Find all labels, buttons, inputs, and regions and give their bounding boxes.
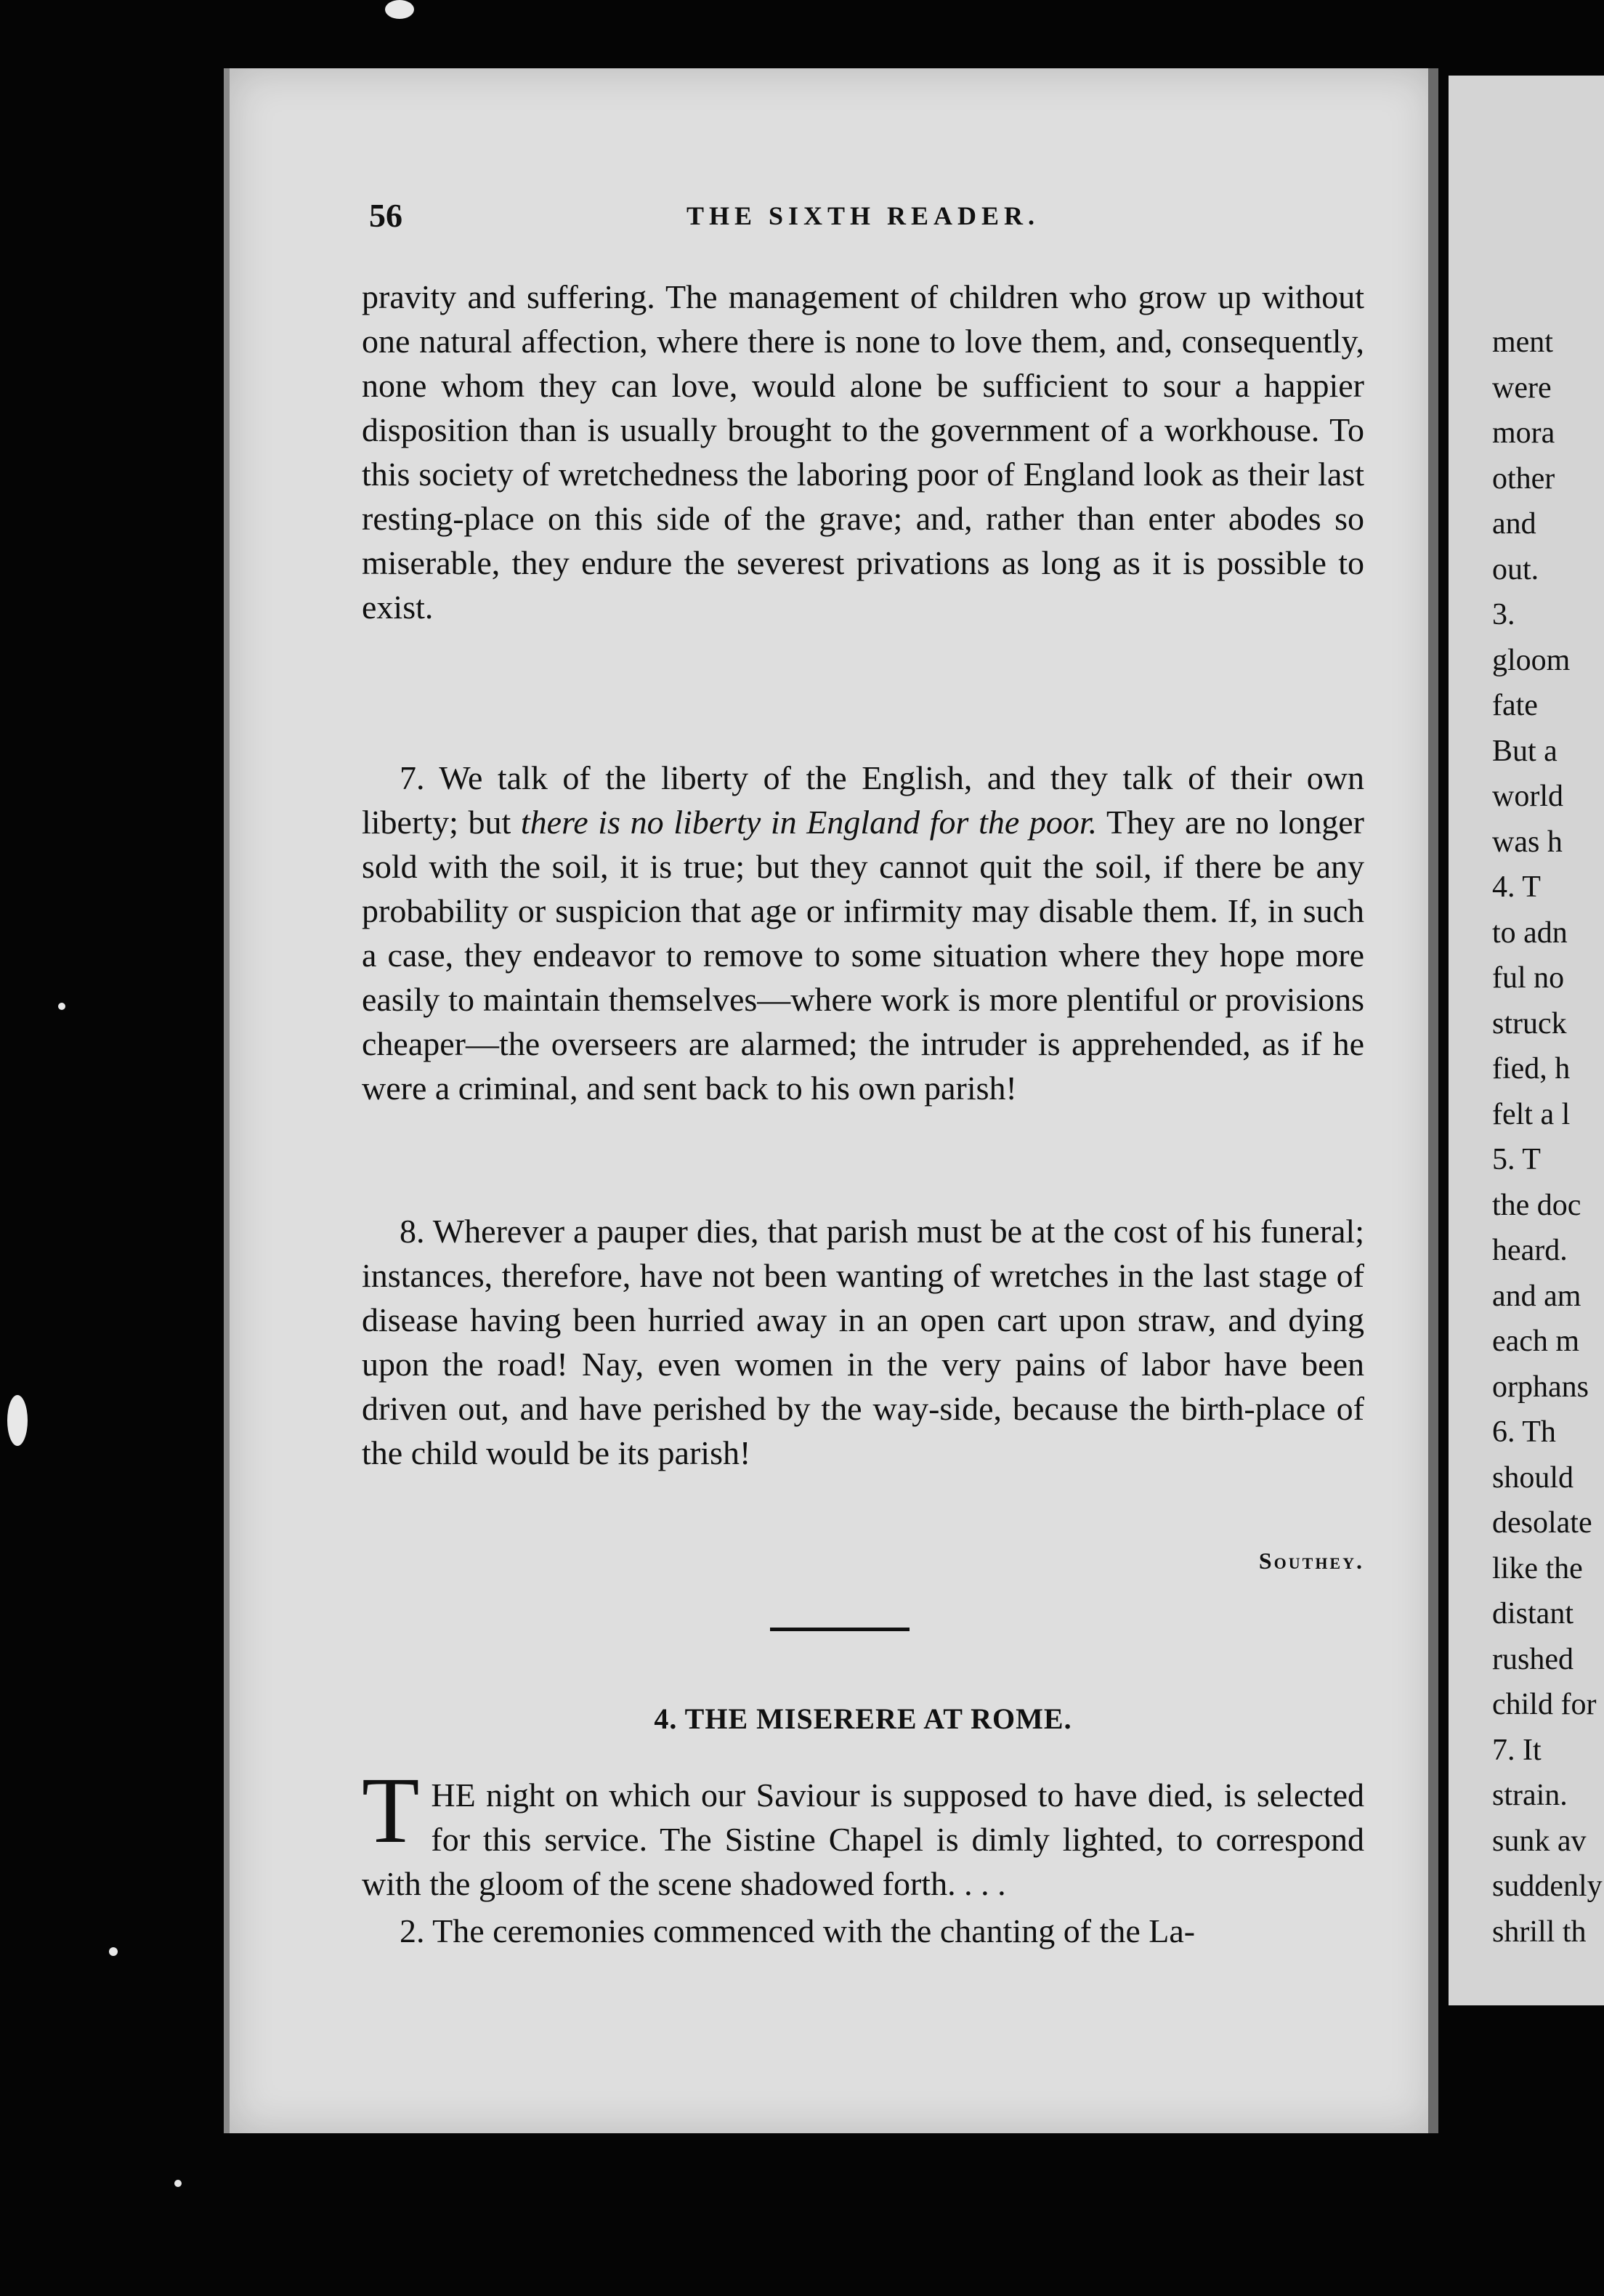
next-page-line: But a (1492, 734, 1558, 768)
next-page-line: to adn (1492, 915, 1568, 950)
next-page-line: each m (1492, 1325, 1580, 1358)
next-page-line: orphans (1492, 1370, 1589, 1404)
next-page-line: world (1492, 780, 1563, 813)
next-page-line: struck (1492, 1006, 1567, 1040)
next-page-line: mora (1492, 416, 1555, 450)
scan-speck (174, 2180, 182, 2187)
next-page-line: out. (1492, 552, 1539, 586)
continued-paragraph (362, 275, 1364, 629)
next-page-line: strain. (1492, 1779, 1568, 1812)
scan-speck (109, 1947, 118, 1956)
paragraph-7-italic: there is no liberty in England for the poor. (520, 804, 1098, 841)
next-page-line: child for (1492, 1688, 1597, 1721)
next-page-line: distant (1492, 1597, 1573, 1630)
next-page-line: shrill th (1492, 1915, 1587, 1949)
next-page-line: the doc (1492, 1188, 1581, 1222)
next-page-line: and am (1492, 1279, 1581, 1313)
next-page-line: 6. Th (1492, 1415, 1556, 1449)
paragraph-7-start: 7. We talk of the liberty of the English, and they talk of their own liberty; but (362, 759, 1364, 841)
next-page-line: should (1492, 1460, 1574, 1495)
paragraph-8-text: 8. Wherever a pauper dies, that parish must be at the cost of his funeral; instances, therefore, have not been wanting of wretches in the last stage of disease having been hurried away in an open cart upon straw, and dying upon the road! Nay, even women in the very pains of labor have been driven out, and have perished by the way-side, because the birth-place of the child would be its parish! (362, 1213, 1364, 1471)
next-page-line: gloom (1492, 643, 1571, 677)
next-page-text (1492, 320, 1603, 1955)
scan-speck (385, 0, 414, 19)
page-edge (1428, 68, 1438, 2133)
section-divider (770, 1628, 910, 1631)
drop-cap: T (362, 1758, 420, 1863)
miserere-paragraph-1: HE night on which our Saviour is supposed to have died, is selected for this service. The Sistine Chapel is dimly lighted, to correspond with the gloom of the scene shadowed forth. . . . (362, 1776, 1364, 1902)
scan-speck (58, 1003, 65, 1010)
next-page-line: suddenly (1492, 1869, 1603, 1903)
next-page-line: 7. It (1492, 1733, 1542, 1767)
scan-speck (7, 1395, 28, 1446)
paragraph-7-end: They are no longer sold with the soil, it is true; but they cannot quit the soil, if there be any probability or suspicion that age or infirmity may disable them. If, in such a case, they endeavor to remove to some situation where they hope more easily to maintain themselves—where work is more plentiful or provisions cheaper—the overseers are alarmed; the intruder is apprehended, as if he were a criminal, and sent back to his own parish! (362, 804, 1364, 1107)
running-head: THE SIXTH READER. (686, 201, 1040, 230)
next-page-edge (1449, 76, 1604, 2005)
paragraph-6-end: pravity and suffering. The management of children who grow up without one natural affection, where there is none to love them, and, consequently, none whom they can love, would alone be sufficient to sour a happier disposition than is usually brought to the government of a workhouse. To this society of wretchedness the laboring poor of England look as their last resting-place on this side of the grave; and, rather than enter abodes so miserable, they endure the severest privations as long as it is possible to exist. (362, 278, 1364, 626)
next-page-line: 4. T (1492, 870, 1541, 904)
next-page-line: sunk av (1492, 1824, 1587, 1858)
next-page-line: ment (1492, 326, 1553, 359)
next-page-line: rushed (1492, 1642, 1573, 1676)
author-attribution: Southey. (1258, 1548, 1364, 1574)
paragraph-7 (362, 756, 1364, 1110)
next-page-line: fate (1492, 689, 1538, 722)
page-number: 56 (369, 197, 402, 234)
next-page-line: fied, h (1492, 1052, 1571, 1086)
next-page-line: and (1492, 507, 1536, 541)
next-page-line: heard. (1492, 1234, 1568, 1267)
next-page-line: 5. T (1492, 1143, 1541, 1176)
miserere-text (362, 1758, 1364, 1953)
next-page-line: like the (1492, 1551, 1583, 1585)
paragraph-8 (362, 1209, 1364, 1475)
next-page-line: 3. (1492, 598, 1515, 631)
miserere-paragraph-2: 2. The ceremonies commenced with the chanting of the La- (400, 1912, 1196, 1949)
next-page-line: desolate (1492, 1506, 1592, 1540)
next-page-line: felt a l (1492, 1097, 1571, 1131)
next-page-line: was h (1492, 825, 1563, 859)
next-page-line: ful no (1492, 961, 1565, 995)
page-header (369, 196, 1357, 240)
next-page-line: other (1492, 461, 1555, 496)
next-page-line: were (1492, 371, 1552, 405)
section-heading: 4. THE MISERERE AT ROME. (654, 1702, 1072, 1735)
